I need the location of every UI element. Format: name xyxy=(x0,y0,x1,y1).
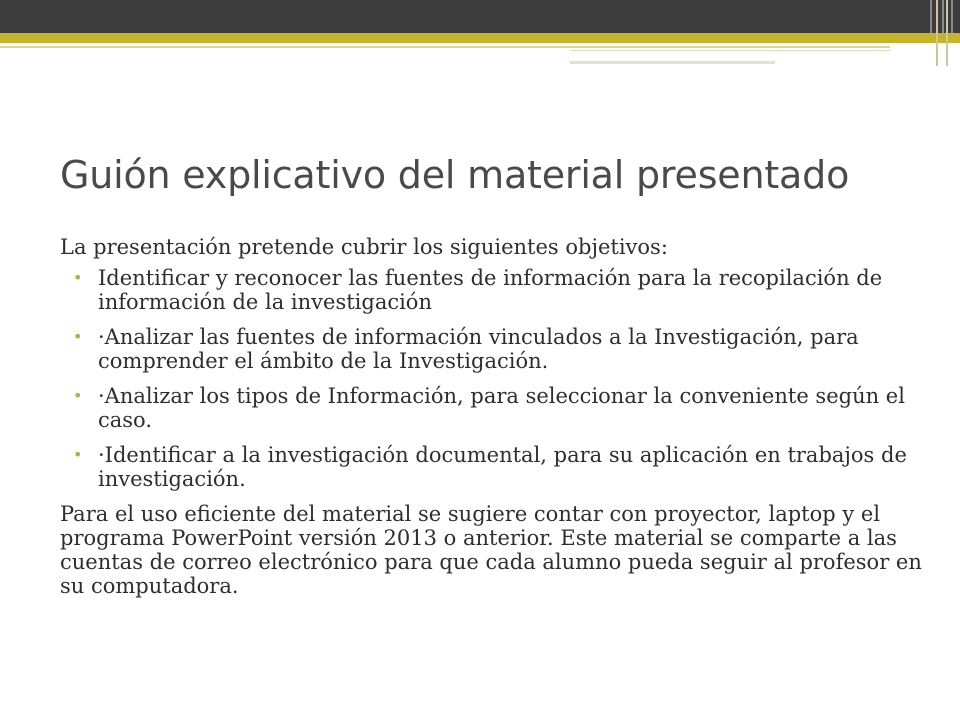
intro-text: La presentación pretende cubrir los siguientes objetivos: xyxy=(60,235,668,259)
decorative-edge-line xyxy=(946,0,948,66)
decorative-line xyxy=(0,46,890,48)
bullet-icon: • xyxy=(73,445,83,464)
bullet-icon: • xyxy=(73,327,83,346)
list-item xyxy=(60,384,930,432)
decorative-line xyxy=(570,61,775,64)
slide-body xyxy=(60,235,930,598)
bullet-icon: • xyxy=(73,386,83,405)
closing-paragraph: Para el uso eficiente del material se sugiere contar con proyector, laptop y el programa PowerPoint versión 2013 o anterior. Este material se comparte a las cuentas de correo electrónico para que cada alumno pueda seguir al profesor en su computadora. xyxy=(60,502,922,598)
list-item-text: Identificar y reconocer las fuentes de información para la recopilación de información de la investigación xyxy=(98,266,883,314)
decorative-edge-line xyxy=(930,0,932,33)
gold-accent-bar xyxy=(0,33,960,43)
list-item-text: ·Analizar los tipos de Información, para seleccionar la conveniente según el caso. xyxy=(98,384,905,432)
decorative-edge-line xyxy=(936,0,938,66)
decorative-edge-line xyxy=(942,0,944,33)
slide-title: Guión explicativo del material presentado xyxy=(60,153,850,197)
list-item xyxy=(60,443,930,491)
decorative-edge-line xyxy=(951,0,953,33)
list-item-text: ·Analizar las fuentes de información vinculados a la Investigación, para comprender el ámbito de la Investigación. xyxy=(98,325,859,373)
objectives-list xyxy=(60,266,930,491)
top-header-bar xyxy=(0,0,960,33)
list-item xyxy=(60,266,930,314)
list-item xyxy=(60,325,930,373)
decorative-line xyxy=(570,50,890,51)
bullet-icon: • xyxy=(73,268,83,287)
list-item-text: ·Identificar a la investigación documental, para su aplicación en trabajos de investigación. xyxy=(98,443,907,491)
